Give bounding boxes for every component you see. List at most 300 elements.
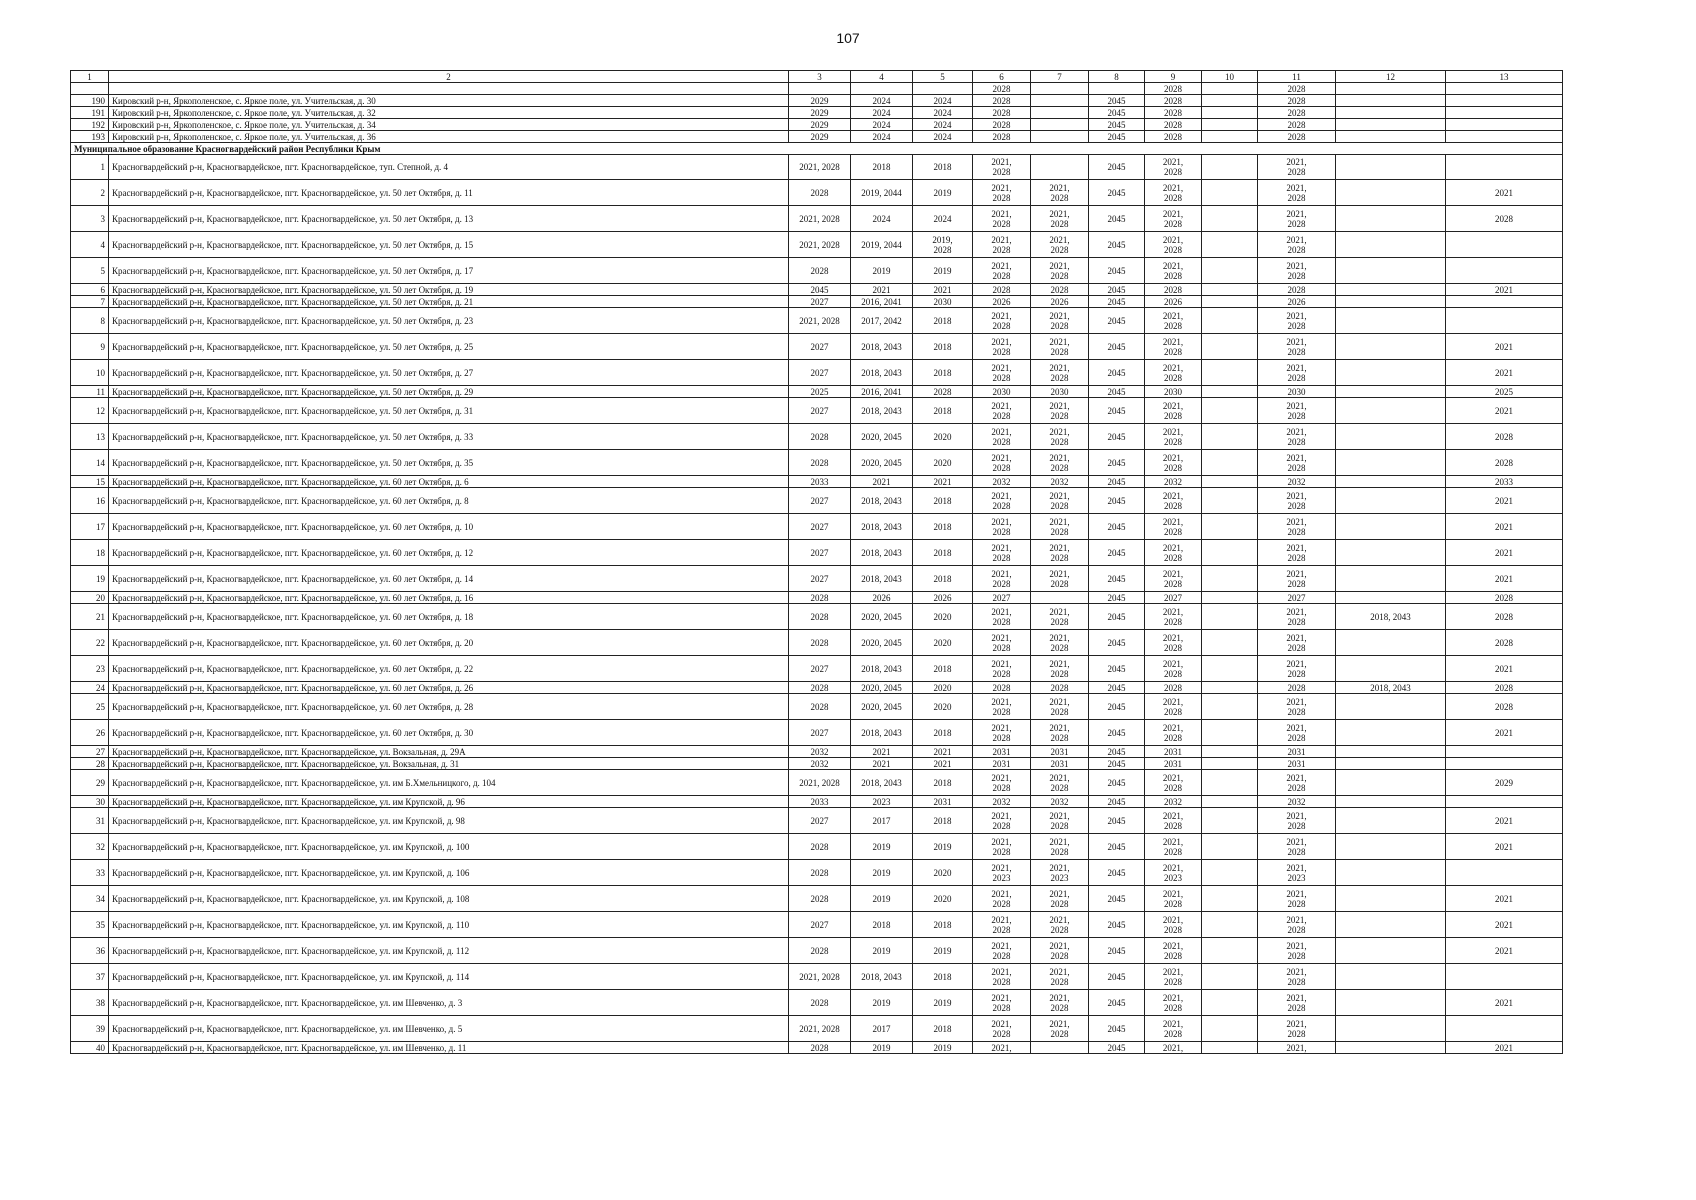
year-cell: 2017, 2042 bbox=[851, 308, 913, 334]
year-cell bbox=[1145, 938, 1202, 964]
year-line: 2021, bbox=[991, 888, 1012, 899]
table-row bbox=[71, 938, 1563, 964]
year-line: 2021, bbox=[991, 992, 1012, 1003]
year-line: 2021, bbox=[1162, 1018, 1184, 1029]
row-number: 39 bbox=[71, 1016, 109, 1042]
year-line: 2021, bbox=[1162, 426, 1184, 437]
year-cell: 2045 bbox=[1089, 180, 1145, 206]
year-cell bbox=[1202, 656, 1258, 682]
year-cell bbox=[1446, 107, 1563, 119]
year-line: 2021, bbox=[991, 568, 1012, 579]
year-line: 2028 bbox=[992, 552, 1011, 563]
year-cell bbox=[1336, 770, 1446, 796]
year-cell: 2021 bbox=[1446, 808, 1563, 834]
row-number: 24 bbox=[71, 682, 109, 694]
table-row bbox=[71, 284, 1563, 296]
year-cell: 2020, 2045 bbox=[851, 604, 913, 630]
year-cell bbox=[1258, 604, 1336, 630]
year-cell bbox=[1336, 1016, 1446, 1042]
year-cell bbox=[1258, 360, 1336, 386]
year-cell: 2028 bbox=[1258, 284, 1336, 296]
year-cell bbox=[1446, 258, 1563, 284]
year-line: 2028 bbox=[1050, 500, 1069, 511]
address-cell: Красногвардейский р-н, Красногвардейское, пгт. Красногвардейское, ул. им Крупской, д. 108 bbox=[109, 886, 789, 912]
year-cell bbox=[1031, 180, 1089, 206]
year-line: 2023 bbox=[1287, 872, 1306, 883]
year-cell bbox=[1258, 1016, 1336, 1042]
year-cell: 2031 bbox=[1258, 746, 1336, 758]
year-cell bbox=[1031, 592, 1089, 604]
year-cell: 2018, 2043 bbox=[851, 540, 913, 566]
year-line: 2021, bbox=[1049, 208, 1070, 219]
year-cell bbox=[1258, 630, 1336, 656]
year-cell bbox=[1258, 694, 1336, 720]
year-cell bbox=[1145, 808, 1202, 834]
year-cell bbox=[1202, 296, 1258, 308]
year-cell bbox=[1258, 540, 1336, 566]
row-number: 23 bbox=[71, 656, 109, 682]
year-line: 2028 bbox=[1050, 642, 1069, 653]
year-cell bbox=[1202, 990, 1258, 1016]
year-cell: 2021 bbox=[1446, 334, 1563, 360]
year-cell bbox=[1202, 770, 1258, 796]
year-line: 2028 bbox=[1164, 706, 1182, 717]
year-line: 2021, bbox=[1162, 157, 1184, 167]
year-cell: 2020 bbox=[913, 604, 973, 630]
row-number: 38 bbox=[71, 990, 109, 1016]
year-cell: 2028 bbox=[973, 682, 1031, 694]
year-line: 2028 bbox=[992, 782, 1011, 793]
column-header: 2 bbox=[109, 71, 789, 83]
year-cell: 2031 bbox=[1031, 746, 1089, 758]
year-cell: 2045 bbox=[1089, 424, 1145, 450]
year-cell bbox=[1202, 886, 1258, 912]
year-cell: 2031 bbox=[1145, 746, 1202, 758]
year-cell bbox=[1258, 514, 1336, 540]
year-line: 2021, bbox=[991, 362, 1012, 373]
year-line: 2028 bbox=[1164, 782, 1182, 793]
table-row bbox=[71, 720, 1563, 746]
address-cell: Красногвардейский р-н, Красногвардейское, пгт. Красногвардейское, ул. 50 лет Октября, д. 17 bbox=[109, 258, 789, 284]
year-cell: 2018, 2043 bbox=[851, 488, 913, 514]
year-cell: 2028 bbox=[1145, 107, 1202, 119]
table-row bbox=[71, 1042, 1563, 1054]
year-line: 2021, bbox=[991, 632, 1012, 643]
year-cell: 2027 bbox=[789, 488, 851, 514]
year-cell bbox=[1446, 119, 1563, 131]
year-line: 2021, bbox=[1162, 452, 1184, 463]
year-line: 2028 bbox=[1164, 552, 1182, 563]
year-line: 2028 bbox=[1287, 436, 1306, 447]
year-cell: 2033 bbox=[789, 476, 851, 488]
year-line: 2028 bbox=[1287, 270, 1306, 281]
year-line: 2028 bbox=[1164, 410, 1182, 421]
address-cell: Красногвардейский р-н, Красногвардейское, пгт. Красногвардейское, ул. им Крупской, д. 96 bbox=[109, 796, 789, 808]
year-cell bbox=[1446, 1016, 1563, 1042]
year-line: 2021, bbox=[1049, 862, 1070, 873]
year-cell bbox=[1145, 155, 1202, 180]
year-line: 2028 bbox=[1287, 218, 1306, 229]
table-row bbox=[71, 630, 1563, 656]
year-cell bbox=[1336, 990, 1446, 1016]
year-cell bbox=[1031, 938, 1089, 964]
year-line: 2028 bbox=[1050, 462, 1069, 473]
year-cell bbox=[1258, 155, 1336, 180]
year-line: 2028 bbox=[1287, 192, 1306, 203]
year-line: 2021, bbox=[1162, 208, 1184, 219]
row-number: 31 bbox=[71, 808, 109, 834]
year-line: 2028 bbox=[1050, 846, 1069, 857]
year-cell bbox=[1031, 95, 1089, 107]
year-cell: 2030 bbox=[1258, 386, 1336, 398]
year-cell bbox=[1202, 360, 1258, 386]
year-cell bbox=[1031, 232, 1089, 258]
year-cell: 2045 bbox=[1089, 682, 1145, 694]
year-cell: 2028 bbox=[1446, 694, 1563, 720]
year-cell: 2021 bbox=[1446, 990, 1563, 1016]
year-cell: 2021 bbox=[851, 746, 913, 758]
year-cell: 2018, 2043 bbox=[851, 720, 913, 746]
year-cell bbox=[1202, 1042, 1258, 1054]
year-line: 2021, bbox=[991, 400, 1012, 411]
year-cell: 2045 bbox=[1089, 566, 1145, 592]
year-cell: 2028 bbox=[1258, 682, 1336, 694]
year-line: 2021, bbox=[1049, 992, 1070, 1003]
year-cell bbox=[1145, 450, 1202, 476]
year-line: 2028 bbox=[1287, 846, 1306, 857]
table-row bbox=[71, 682, 1563, 694]
header-row bbox=[71, 71, 1563, 83]
year-cell: 2024 bbox=[913, 119, 973, 131]
address-cell: Красногвардейский р-н, Красногвардейское, пгт. Красногвардейское, ул. 60 лет Октября, д. 8 bbox=[109, 488, 789, 514]
year-cell: 2021 bbox=[1446, 566, 1563, 592]
year-cell: 2045 bbox=[1089, 258, 1145, 284]
table-row bbox=[71, 450, 1563, 476]
table-row bbox=[71, 860, 1563, 886]
year-line: 2021, bbox=[991, 490, 1012, 501]
year-cell bbox=[1089, 83, 1145, 95]
year-line: 2021, bbox=[1162, 966, 1184, 977]
table-row bbox=[71, 232, 1563, 258]
row-number: 13 bbox=[71, 424, 109, 450]
year-line: 2021, bbox=[1286, 542, 1307, 553]
year-line: 2028 bbox=[992, 270, 1011, 281]
year-cell bbox=[1031, 450, 1089, 476]
year-cell: 2017 bbox=[851, 808, 913, 834]
row-number: 9 bbox=[71, 334, 109, 360]
year-cell: 2031 bbox=[1145, 758, 1202, 770]
year-line: 2028 bbox=[1050, 526, 1069, 537]
year-cell: 2018 bbox=[913, 964, 973, 990]
row-number: 14 bbox=[71, 450, 109, 476]
year-cell: 2045 bbox=[1089, 119, 1145, 131]
year-line: 2023 bbox=[1164, 872, 1182, 883]
year-line: 2021, bbox=[1049, 452, 1070, 463]
year-cell bbox=[1336, 296, 1446, 308]
year-cell bbox=[1145, 860, 1202, 886]
year-cell bbox=[1031, 514, 1089, 540]
year-line: 2028 bbox=[1164, 372, 1182, 383]
year-line: 2028 bbox=[1050, 668, 1069, 679]
year-cell: 2028 bbox=[1446, 424, 1563, 450]
year-cell: 2045 bbox=[1089, 206, 1145, 232]
year-cell: 2028 bbox=[789, 1042, 851, 1054]
year-line: 2028 bbox=[1164, 526, 1182, 537]
table-row bbox=[71, 834, 1563, 860]
table-header bbox=[71, 71, 1563, 83]
year-cell: 2031 bbox=[973, 758, 1031, 770]
year-cell: 2021 bbox=[1446, 398, 1563, 424]
year-cell bbox=[1202, 796, 1258, 808]
year-cell: 2021, 2028 bbox=[789, 155, 851, 180]
year-cell bbox=[1031, 860, 1089, 886]
year-cell: 2024 bbox=[851, 95, 913, 107]
year-line: 2028 bbox=[1287, 462, 1306, 473]
row-number: 3 bbox=[71, 206, 109, 232]
year-line: 2019, bbox=[932, 234, 953, 245]
year-cell: 2045 bbox=[1089, 938, 1145, 964]
year-cell bbox=[1202, 540, 1258, 566]
year-line: 2021, bbox=[1162, 914, 1184, 925]
year-line: 2021, bbox=[1286, 452, 1307, 463]
year-cell: 2045 bbox=[1089, 694, 1145, 720]
year-cell bbox=[1446, 155, 1563, 180]
year-cell: 2020 bbox=[913, 424, 973, 450]
year-cell bbox=[1336, 308, 1446, 334]
year-line: 2021, bbox=[1162, 516, 1184, 527]
year-line: 2021, bbox=[1049, 696, 1070, 707]
year-cell: 2027 bbox=[789, 334, 851, 360]
year-cell bbox=[1145, 232, 1202, 258]
year-cell: 2045 bbox=[1089, 990, 1145, 1016]
year-cell: 2028 bbox=[789, 450, 851, 476]
year-cell: 2028 bbox=[973, 284, 1031, 296]
year-line: 2028 bbox=[1164, 846, 1182, 857]
year-cell bbox=[1202, 83, 1258, 95]
year-cell bbox=[1202, 119, 1258, 131]
table-body bbox=[71, 83, 1563, 1054]
year-cell: 2028 bbox=[789, 682, 851, 694]
year-cell: 2021 bbox=[1446, 284, 1563, 296]
year-cell: 2045 bbox=[1089, 746, 1145, 758]
year-cell: 2028 bbox=[789, 180, 851, 206]
year-cell: 2021 bbox=[1446, 540, 1563, 566]
year-cell bbox=[913, 232, 973, 258]
year-cell: 2028 bbox=[789, 630, 851, 656]
year-cell: 2018 bbox=[913, 566, 973, 592]
year-line: 2028 bbox=[992, 462, 1011, 473]
year-cell: 2028 bbox=[973, 83, 1031, 95]
year-line: 2021, bbox=[1286, 966, 1307, 977]
year-cell bbox=[1336, 83, 1446, 95]
year-cell bbox=[1336, 107, 1446, 119]
year-cell bbox=[1145, 540, 1202, 566]
year-cell bbox=[1031, 119, 1089, 131]
year-line: 2028 bbox=[992, 346, 1011, 357]
year-line: 2021, bbox=[1286, 362, 1307, 373]
year-cell: 2045 bbox=[1089, 796, 1145, 808]
year-cell: 2028 bbox=[1258, 107, 1336, 119]
year-cell: 2028 bbox=[973, 95, 1031, 107]
year-cell: 2018 bbox=[913, 308, 973, 334]
year-cell: 2020, 2045 bbox=[851, 450, 913, 476]
year-line: 2021, bbox=[1286, 836, 1307, 847]
row-number: 6 bbox=[71, 284, 109, 296]
year-line: 2021, bbox=[1049, 490, 1070, 501]
year-line: 2028 bbox=[1050, 372, 1069, 383]
year-cell: 2031 bbox=[973, 746, 1031, 758]
year-cell: 2028 bbox=[973, 131, 1031, 143]
column-header: 6 bbox=[973, 71, 1031, 83]
year-line: 2021, bbox=[991, 182, 1012, 193]
year-cell bbox=[1202, 424, 1258, 450]
year-cell: 2018 bbox=[913, 514, 973, 540]
year-line: 2028 bbox=[1164, 820, 1182, 831]
year-cell: 2030 bbox=[973, 386, 1031, 398]
address-cell: Кировский р-н, Яркополенское, с. Яркое поле, ул. Учительская, д. 36 bbox=[109, 131, 789, 143]
year-line: 2021, bbox=[1049, 336, 1070, 347]
year-line: 2021, bbox=[1286, 182, 1307, 193]
year-cell: 2027 bbox=[789, 566, 851, 592]
address-cell: Красногвардейский р-н, Красногвардейское, пгт. Красногвардейское, ул. 50 лет Октября, д. 29 bbox=[109, 386, 789, 398]
year-cell: 2045 bbox=[1089, 155, 1145, 180]
year-cell: 2018 bbox=[913, 770, 973, 796]
year-line: 2021, bbox=[1162, 362, 1184, 373]
row-number: 191 bbox=[71, 107, 109, 119]
year-cell bbox=[1258, 206, 1336, 232]
table-row bbox=[71, 258, 1563, 284]
year-line: 2021, bbox=[1162, 568, 1184, 579]
year-cell: 2045 bbox=[1089, 308, 1145, 334]
address-cell: Красногвардейский р-н, Красногвардейское, пгт. Красногвардейское, ул. 50 лет Октября, д. 35 bbox=[109, 450, 789, 476]
address-cell: Красногвардейский р-н, Красногвардейское, пгт. Красногвардейское, ул. 60 лет Октября, д. 22 bbox=[109, 656, 789, 682]
year-line: 2021, bbox=[1286, 568, 1307, 579]
year-line: 2028 bbox=[1164, 462, 1182, 473]
year-cell: 2019 bbox=[851, 938, 913, 964]
table-row bbox=[71, 656, 1563, 682]
year-cell: 2028 bbox=[1145, 284, 1202, 296]
year-cell bbox=[1202, 912, 1258, 938]
table-row bbox=[71, 180, 1563, 206]
year-line: 2028 bbox=[992, 320, 1011, 331]
year-cell: 2027 bbox=[1258, 592, 1336, 604]
year-cell: 2020 bbox=[913, 682, 973, 694]
year-cell bbox=[1258, 834, 1336, 860]
table-row bbox=[71, 476, 1563, 488]
year-line: 2021, bbox=[1286, 772, 1307, 783]
year-line: 2021, bbox=[1049, 568, 1070, 579]
table-row bbox=[71, 308, 1563, 334]
year-cell bbox=[973, 938, 1031, 964]
year-cell bbox=[1446, 296, 1563, 308]
year-cell: 2032 bbox=[973, 796, 1031, 808]
year-line: 2028 bbox=[1287, 320, 1306, 331]
year-cell: 2032 bbox=[1031, 476, 1089, 488]
year-line: 2028 bbox=[1164, 924, 1182, 935]
year-cell bbox=[1202, 398, 1258, 424]
year-line: 2028 bbox=[1287, 372, 1306, 383]
year-cell: 2019 bbox=[851, 860, 913, 886]
year-cell: 2045 bbox=[1089, 886, 1145, 912]
year-cell bbox=[1258, 656, 1336, 682]
year-cell: 2021 bbox=[1446, 938, 1563, 964]
year-cell: 2045 bbox=[1089, 860, 1145, 886]
year-line: 2021, bbox=[991, 696, 1012, 707]
year-cell bbox=[1202, 258, 1258, 284]
year-line: 2021, bbox=[1162, 606, 1184, 617]
year-cell: 2021, 2028 bbox=[789, 770, 851, 796]
row-number: 21 bbox=[71, 604, 109, 630]
year-cell: 2019 bbox=[851, 1042, 913, 1054]
year-line: 2028 bbox=[1164, 320, 1182, 331]
year-cell bbox=[1145, 834, 1202, 860]
year-cell: 2020, 2045 bbox=[851, 424, 913, 450]
year-line: 2021, bbox=[1286, 992, 1307, 1003]
year-cell bbox=[1446, 95, 1563, 107]
row-number: 27 bbox=[71, 746, 109, 758]
table-row bbox=[71, 796, 1563, 808]
year-cell: 2045 bbox=[1089, 834, 1145, 860]
year-cell bbox=[973, 720, 1031, 746]
year-line: 2028 bbox=[992, 898, 1011, 909]
year-line: 2028 bbox=[1050, 436, 1069, 447]
row-number: 11 bbox=[71, 386, 109, 398]
year-cell bbox=[1258, 860, 1336, 886]
year-cell: 2028 bbox=[789, 990, 851, 1016]
year-line: 2021, bbox=[1049, 400, 1070, 411]
year-line: 2028 bbox=[1050, 552, 1069, 563]
year-cell bbox=[1336, 758, 1446, 770]
row-number: 12 bbox=[71, 398, 109, 424]
year-cell: 2021, 2028 bbox=[789, 964, 851, 990]
year-cell: 2018 bbox=[913, 360, 973, 386]
year-cell bbox=[1336, 119, 1446, 131]
year-cell bbox=[1336, 514, 1446, 540]
address-cell: Красногвардейский р-н, Красногвардейское, пгт. Красногвардейское, ул. 60 лет Октября, д. 14 bbox=[109, 566, 789, 592]
year-line: 2021, bbox=[1049, 516, 1070, 527]
year-cell: 2028 bbox=[789, 834, 851, 860]
row-number: 17 bbox=[71, 514, 109, 540]
year-line: 2021, bbox=[1286, 426, 1307, 437]
year-line: 2028 bbox=[992, 1002, 1011, 1013]
year-line: 2028 bbox=[1287, 578, 1306, 589]
year-cell bbox=[1336, 886, 1446, 912]
year-cell bbox=[1145, 566, 1202, 592]
year-cell: 2021, 2028 bbox=[789, 1016, 851, 1042]
year-line: 2028 bbox=[1164, 192, 1182, 203]
year-cell: 2027 bbox=[789, 398, 851, 424]
row-number: 29 bbox=[71, 770, 109, 796]
year-cell: 2045 bbox=[1089, 592, 1145, 604]
year-cell: 2028 bbox=[1446, 592, 1563, 604]
row-number: 26 bbox=[71, 720, 109, 746]
address-cell: Красногвардейский р-н, Красногвардейское, пгт. Красногвардейское, ул. 50 лет Октября, д. 25 bbox=[109, 334, 789, 360]
year-cell bbox=[1202, 682, 1258, 694]
year-cell: 2018 bbox=[913, 720, 973, 746]
year-cell: 2027 bbox=[789, 514, 851, 540]
year-line: 2028 bbox=[1164, 898, 1182, 909]
year-cell: 2026 bbox=[913, 592, 973, 604]
year-line: 2028 bbox=[1050, 410, 1069, 421]
year-line: 2021, bbox=[1049, 182, 1070, 193]
year-cell bbox=[973, 360, 1031, 386]
year-line: 2028 bbox=[992, 950, 1011, 961]
year-cell bbox=[1202, 206, 1258, 232]
year-cell bbox=[1031, 131, 1089, 143]
year-cell bbox=[1258, 720, 1336, 746]
year-line: 2021, bbox=[1286, 914, 1307, 925]
address-cell: Кировский р-н, Яркополенское, с. Яркое поле, ул. Учительская, д. 34 bbox=[109, 119, 789, 131]
